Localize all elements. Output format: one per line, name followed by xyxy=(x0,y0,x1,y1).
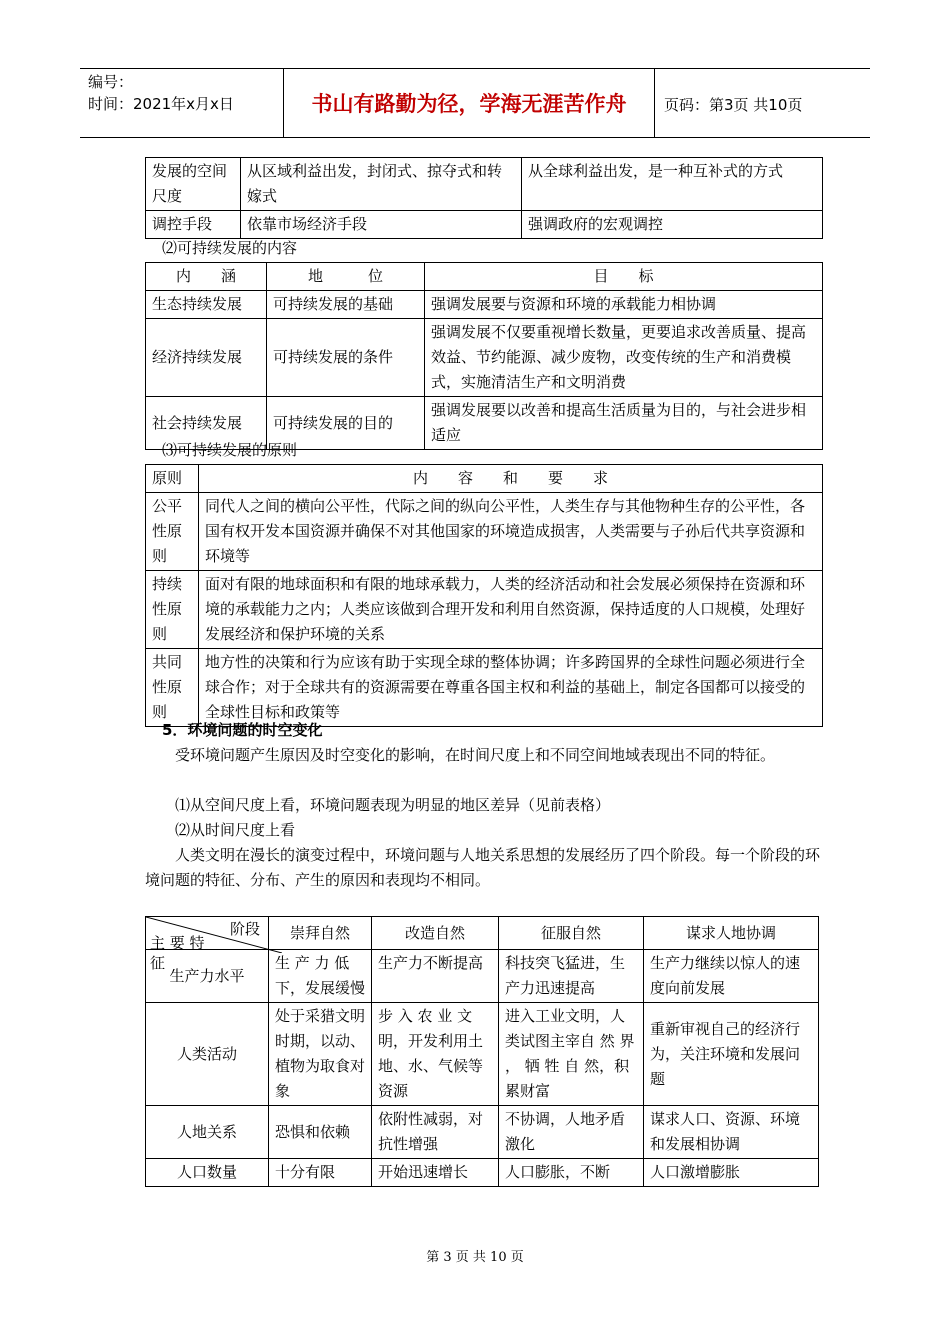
diagonal-corner-cell xyxy=(146,917,269,972)
column-header: 原则 xyxy=(146,465,199,493)
table-row xyxy=(146,1159,819,1187)
column-header: 内 涵 xyxy=(146,263,267,291)
column-header: 地 位 xyxy=(267,263,425,291)
header-motto: 书山有路勤为径，学海无涯苦作舟 xyxy=(283,69,655,137)
column-header: 崇拜自然 xyxy=(269,917,372,950)
paragraph: ⑴从空间尺度上看，环境问题表现为明显的地区差异（见前表格） xyxy=(175,796,611,814)
table-cell: 依附性减弱，对抗性增强 xyxy=(372,1106,499,1159)
table-cell: 科技突飞猛进，生产力迅速提高 xyxy=(499,950,644,1003)
table-cell: 社会持续发展 xyxy=(146,397,267,450)
table-cell: 生产力不断提高 xyxy=(372,950,499,1003)
table-cell: 强调发展要与资源和环境的承载能力相协调 xyxy=(425,291,823,319)
table-cell: 步 入 农 业 文 明，开发利用土地、水、气候等资源 xyxy=(372,1003,499,1106)
section-heading: ⑶可持续发展的原则 xyxy=(162,441,298,459)
table-cell: 同代人之间的横向公平性，代际之间的纵向公平性，人类生存与其他物种生存的公平性，各国有权开发本国资源并确保不对其他国家的环境造成损害，人类需要与子孙后代共享资源和环境等 xyxy=(199,493,823,571)
table-cell: 可持续发展的目的 xyxy=(267,397,425,450)
table-row xyxy=(146,211,823,239)
table-cell: 开始迅速增长 xyxy=(372,1159,499,1187)
table-header-row xyxy=(146,465,823,493)
table-cell: 依靠市场经济手段 xyxy=(241,211,522,239)
page-header xyxy=(80,68,870,138)
table-cell: 地方性的决策和行为应该有助于实现全球的整体协调；许多跨国界的全球性问题必须进行全球合作；对于全球共有的资源需要在尊重各国主权和利益的基础上，制定各国都可以接受的全球性目标和政策等 xyxy=(199,649,823,727)
table-row xyxy=(146,1106,819,1159)
table-cell: 进入工业文明，人类试图主宰自 然 界 ， 牺 牲 自 然，积累财富 xyxy=(499,1003,644,1106)
sustainable-content-table xyxy=(145,262,823,450)
table-header-row xyxy=(146,263,823,291)
table-cell: 持续性原则 xyxy=(146,571,199,649)
stages-table xyxy=(145,916,819,1187)
row-header: 人类活动 xyxy=(146,1003,269,1106)
corner-label-top: 阶段 xyxy=(229,920,260,938)
table-cell: 人口膨胀，不断 xyxy=(499,1159,644,1187)
header-meta xyxy=(88,71,234,115)
table-row xyxy=(146,649,823,727)
row-header: 人地关系 xyxy=(146,1106,269,1159)
table-cell: 经济持续发展 xyxy=(146,319,267,397)
header-number: 编号： xyxy=(88,73,134,91)
paragraph: 人类文明在漫长的演变过程中，环境问题与人地关系思想的发展经历了四个阶段。每一个阶段的环境问题的特征、分布、产生的原因和表现均不相同。 xyxy=(145,846,821,889)
table-cell: 可持续发展的条件 xyxy=(267,319,425,397)
table-cell: 调控手段 xyxy=(146,211,241,239)
header-time: 时间：2021年x月x日 xyxy=(88,95,234,113)
section-heading: ⑵可持续发展的内容 xyxy=(162,239,298,257)
principles-table xyxy=(145,464,823,727)
table-row xyxy=(146,950,819,1003)
column-header: 谋求人地协调 xyxy=(644,917,819,950)
table-row xyxy=(146,158,823,211)
table-row xyxy=(146,1003,819,1106)
table-row xyxy=(146,291,823,319)
row-header: 生产力水平 xyxy=(146,950,269,1003)
table-cell: 强调发展不仅要重视增长数量，更要追求改善质量、提高效益、节约能源、减少废物，改变传统的生产和消费模式，实施清洁生产和文明消费 xyxy=(425,319,823,397)
header-page-info: 页码：第3页 共10页 xyxy=(664,96,803,114)
row-header: 人口数量 xyxy=(146,1159,269,1187)
table-cell: 处于采猎文明时期，以动、植物为取食对象 xyxy=(269,1003,372,1106)
table-cell: 强调发展要以改善和提高生活质量为目的，与社会进步相适应 xyxy=(425,397,823,450)
column-header: 征服自然 xyxy=(499,917,644,950)
column-header: 内 容 和 要 求 xyxy=(199,465,823,493)
table-cell: 生产力继续以惊人的速度向前发展 xyxy=(644,950,819,1003)
table-cell: 生态持续发展 xyxy=(146,291,267,319)
column-header: 目 标 xyxy=(425,263,823,291)
table-cell: 谋求人口、资源、环境和发展相协调 xyxy=(644,1106,819,1159)
table-cell: 不协调，人地矛盾激化 xyxy=(499,1106,644,1159)
comparison-table xyxy=(145,157,823,239)
page-footer: 第 3 页 共 10 页 xyxy=(426,1250,524,1265)
table-cell: 重新审视自己的经济行为，关注环境和发展问题 xyxy=(644,1003,819,1106)
table-cell: 从全球利益出发，是一种互补式的方式 xyxy=(522,158,823,211)
table-cell: 人口激增膨胀 xyxy=(644,1159,819,1187)
table-cell: 可持续发展的基础 xyxy=(267,291,425,319)
table-cell: 面对有限的地球面积和有限的地球承载力，人类的经济活动和社会发展必须保持在资源和环境的承载能力之内；人类应该做到合理开发和利用自然资源，保持适度的人口规模，处理好发展经济和保护环境的关系 xyxy=(199,571,823,649)
paragraph: ⑵从时间尺度上看 xyxy=(175,821,296,839)
table-cell: 从区域利益出发，封闭式、掠夺式和转嫁式 xyxy=(241,158,522,211)
corner-label-bottom: 主 要 特 征 xyxy=(150,934,205,972)
table-cell: 公平性原则 xyxy=(146,493,199,571)
table-cell: 共同性原则 xyxy=(146,649,199,727)
table-cell: 强调政府的宏观调控 xyxy=(522,211,823,239)
table-row xyxy=(146,493,823,571)
table-row xyxy=(146,571,823,649)
section-title: 5．环境问题的时空变化 xyxy=(162,721,323,739)
table-cell: 恐惧和依赖 xyxy=(269,1106,372,1159)
table-header-row xyxy=(146,917,819,950)
table-cell: 生 产 力 低 下，发展缓慢 xyxy=(269,950,372,1003)
column-header: 改造自然 xyxy=(372,917,499,950)
table-cell: 十分有限 xyxy=(269,1159,372,1187)
table-row xyxy=(146,319,823,397)
paragraph: 受环境问题产生原因及时空变化的影响，在时间尺度上和不同空间地域表现出不同的特征。 xyxy=(175,746,776,764)
table-cell: 发展的空间尺度 xyxy=(146,158,241,211)
